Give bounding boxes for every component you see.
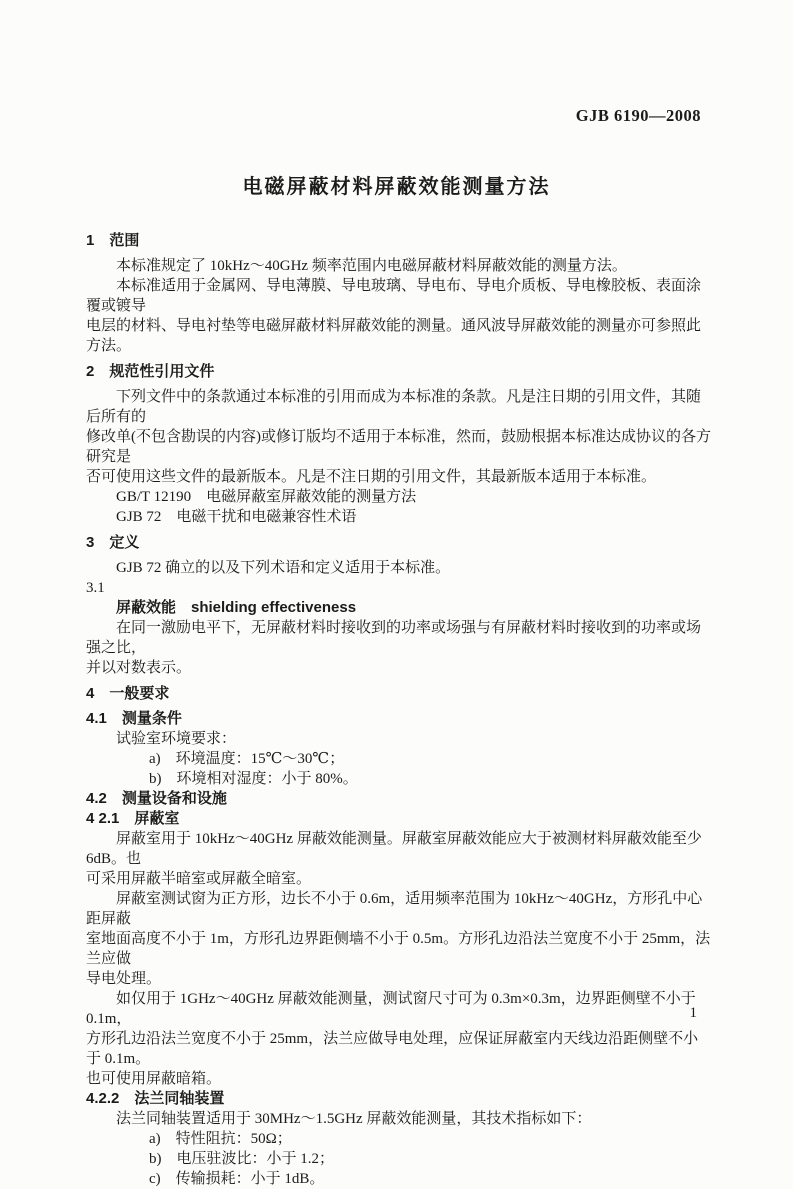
s422-list-item-b: b) 电压驻波比：小于 1.2； [149, 1151, 334, 1167]
s2-paragraph-1-line-1: 下列文件中的条款通过本标准的引用而成为本标准的条款。凡是注日期的引用文件，其随后所有的 [86, 389, 702, 425]
s3-term-definition: 屏蔽效能 shielding effectiveness [116, 599, 357, 616]
s41-intro: 试验室环境要求： [116, 731, 237, 747]
s421-paragraph-1-line-1: 屏蔽室用于 10kHz～40GHz 屏蔽效能测量。屏蔽室屏蔽效能应大于被测材料屏蔽效能至少 6dB。也 [86, 831, 702, 867]
document-title: 电磁屏蔽材料屏蔽效能测量方法 [242, 176, 551, 198]
standard-number: GJB 6190—2008 [575, 106, 701, 125]
s3-paragraph-1: GJB 72 确立的以及下列术语和定义适用于本标准。 [116, 560, 451, 576]
s3-subclause-number: 3.1 [86, 580, 105, 596]
section-4-1-heading: 4.1 测量条件 [86, 710, 182, 727]
s421-paragraph-3-line-2: 方形孔边沿法兰宽度不小于 25mm，法兰应做导电处理，应保证屏蔽室内天线边沿距侧壁不小于 0.1m。 [86, 1031, 699, 1067]
section-4-2-heading: 4.2 测量设备和设施 [86, 790, 227, 807]
s421-paragraph-1-line-2: 可采用屏蔽半暗室或屏蔽全暗室。 [86, 871, 312, 887]
s421-paragraph-2-line-3: 导电处理。 [86, 971, 162, 987]
s421-paragraph-2-line-1: 屏蔽室测试窗为正方形，边长不小于 0.6m，适用频率范围为 10kHz～40GHz，方形孔中心距屏蔽 [86, 891, 703, 927]
page-number: 1 [689, 1005, 697, 1021]
s421-paragraph-2-line-2: 室地面高度不小于 1m，方形孔边界距侧墙不小于 0.5m。方形孔边沿法兰宽度不小于 25mm，法兰应做 [86, 931, 711, 967]
s2-paragraph-1-line-2: 修改单(不包含勘误的内容)或修订版均不适用于本标准，然而，鼓励根据本标准达成协议的各方研究是 [86, 429, 711, 465]
s421-paragraph-3-line-1: 如仅用于 1GHz～40GHz 屏蔽效能测量，测试窗尺寸可为 0.3m×0.3m，边界距侧壁不小于 0.1m， [86, 991, 696, 1027]
s2-reference-1: GB/T 12190 电磁屏蔽室屏蔽效能的测量方法 [116, 489, 417, 505]
s422-paragraph-1: 法兰同轴装置适用于 30MHz～1.5GHz 屏蔽效能测量，其技术指标如下： [116, 1111, 592, 1127]
section-1-heading: 1 范围 [86, 232, 140, 249]
s1-paragraph-2-line-1: 本标准适用于金属网、导电薄膜、导电玻璃、导电布、导电介质板、导电橡胶板、表面涂覆或镀导 [86, 278, 702, 314]
s421-paragraph-3-line-3: 也可使用屏蔽暗箱。 [86, 1071, 222, 1087]
section-4-heading: 4 一般要求 [86, 685, 170, 702]
document-body [86, 231, 711, 1189]
s2-paragraph-1-line-3: 否可使用这些文件的最新版本。凡是不注日期的引用文件，其最新版本适用于本标准。 [86, 469, 657, 485]
s3-definition-line-2: 并以对数表示。 [86, 660, 192, 676]
s422-list-item-a: a) 特性阻抗：50Ω； [149, 1131, 292, 1147]
s1-paragraph-1: 本标准规定了 10kHz～40GHz 频率范围内电磁屏蔽材料屏蔽效能的测量方法。 [116, 258, 627, 274]
s3-definition-line-1: 在同一激励电平下，无屏蔽材料时接收到的功率或场强与有屏蔽材料时接收到的功率或场强之比， [86, 620, 702, 656]
s2-reference-2: GJB 72 电磁干扰和电磁兼容性术语 [116, 509, 357, 525]
s1-paragraph-2-line-2: 电层的材料、导电衬垫等电磁屏蔽材料屏蔽效能的测量。通风波导屏蔽效能的测量亦可参照此方法。 [86, 318, 702, 354]
section-2-heading: 2 规范性引用文件 [86, 363, 215, 380]
section-3-heading: 3 定义 [86, 534, 140, 551]
section-4-2-2-heading: 4.2.2 法兰同轴装置 [86, 1090, 225, 1107]
s41-list-item-a: a) 环境温度：15℃～30℃； [149, 751, 345, 767]
section-4-2-1-heading: 4 2.1 屏蔽室 [86, 810, 180, 827]
s422-list-item-c: c) 传输损耗：小于 1dB。 [149, 1171, 325, 1187]
s41-list-item-b: b) 环境相对湿度：小于 80%。 [149, 771, 358, 787]
